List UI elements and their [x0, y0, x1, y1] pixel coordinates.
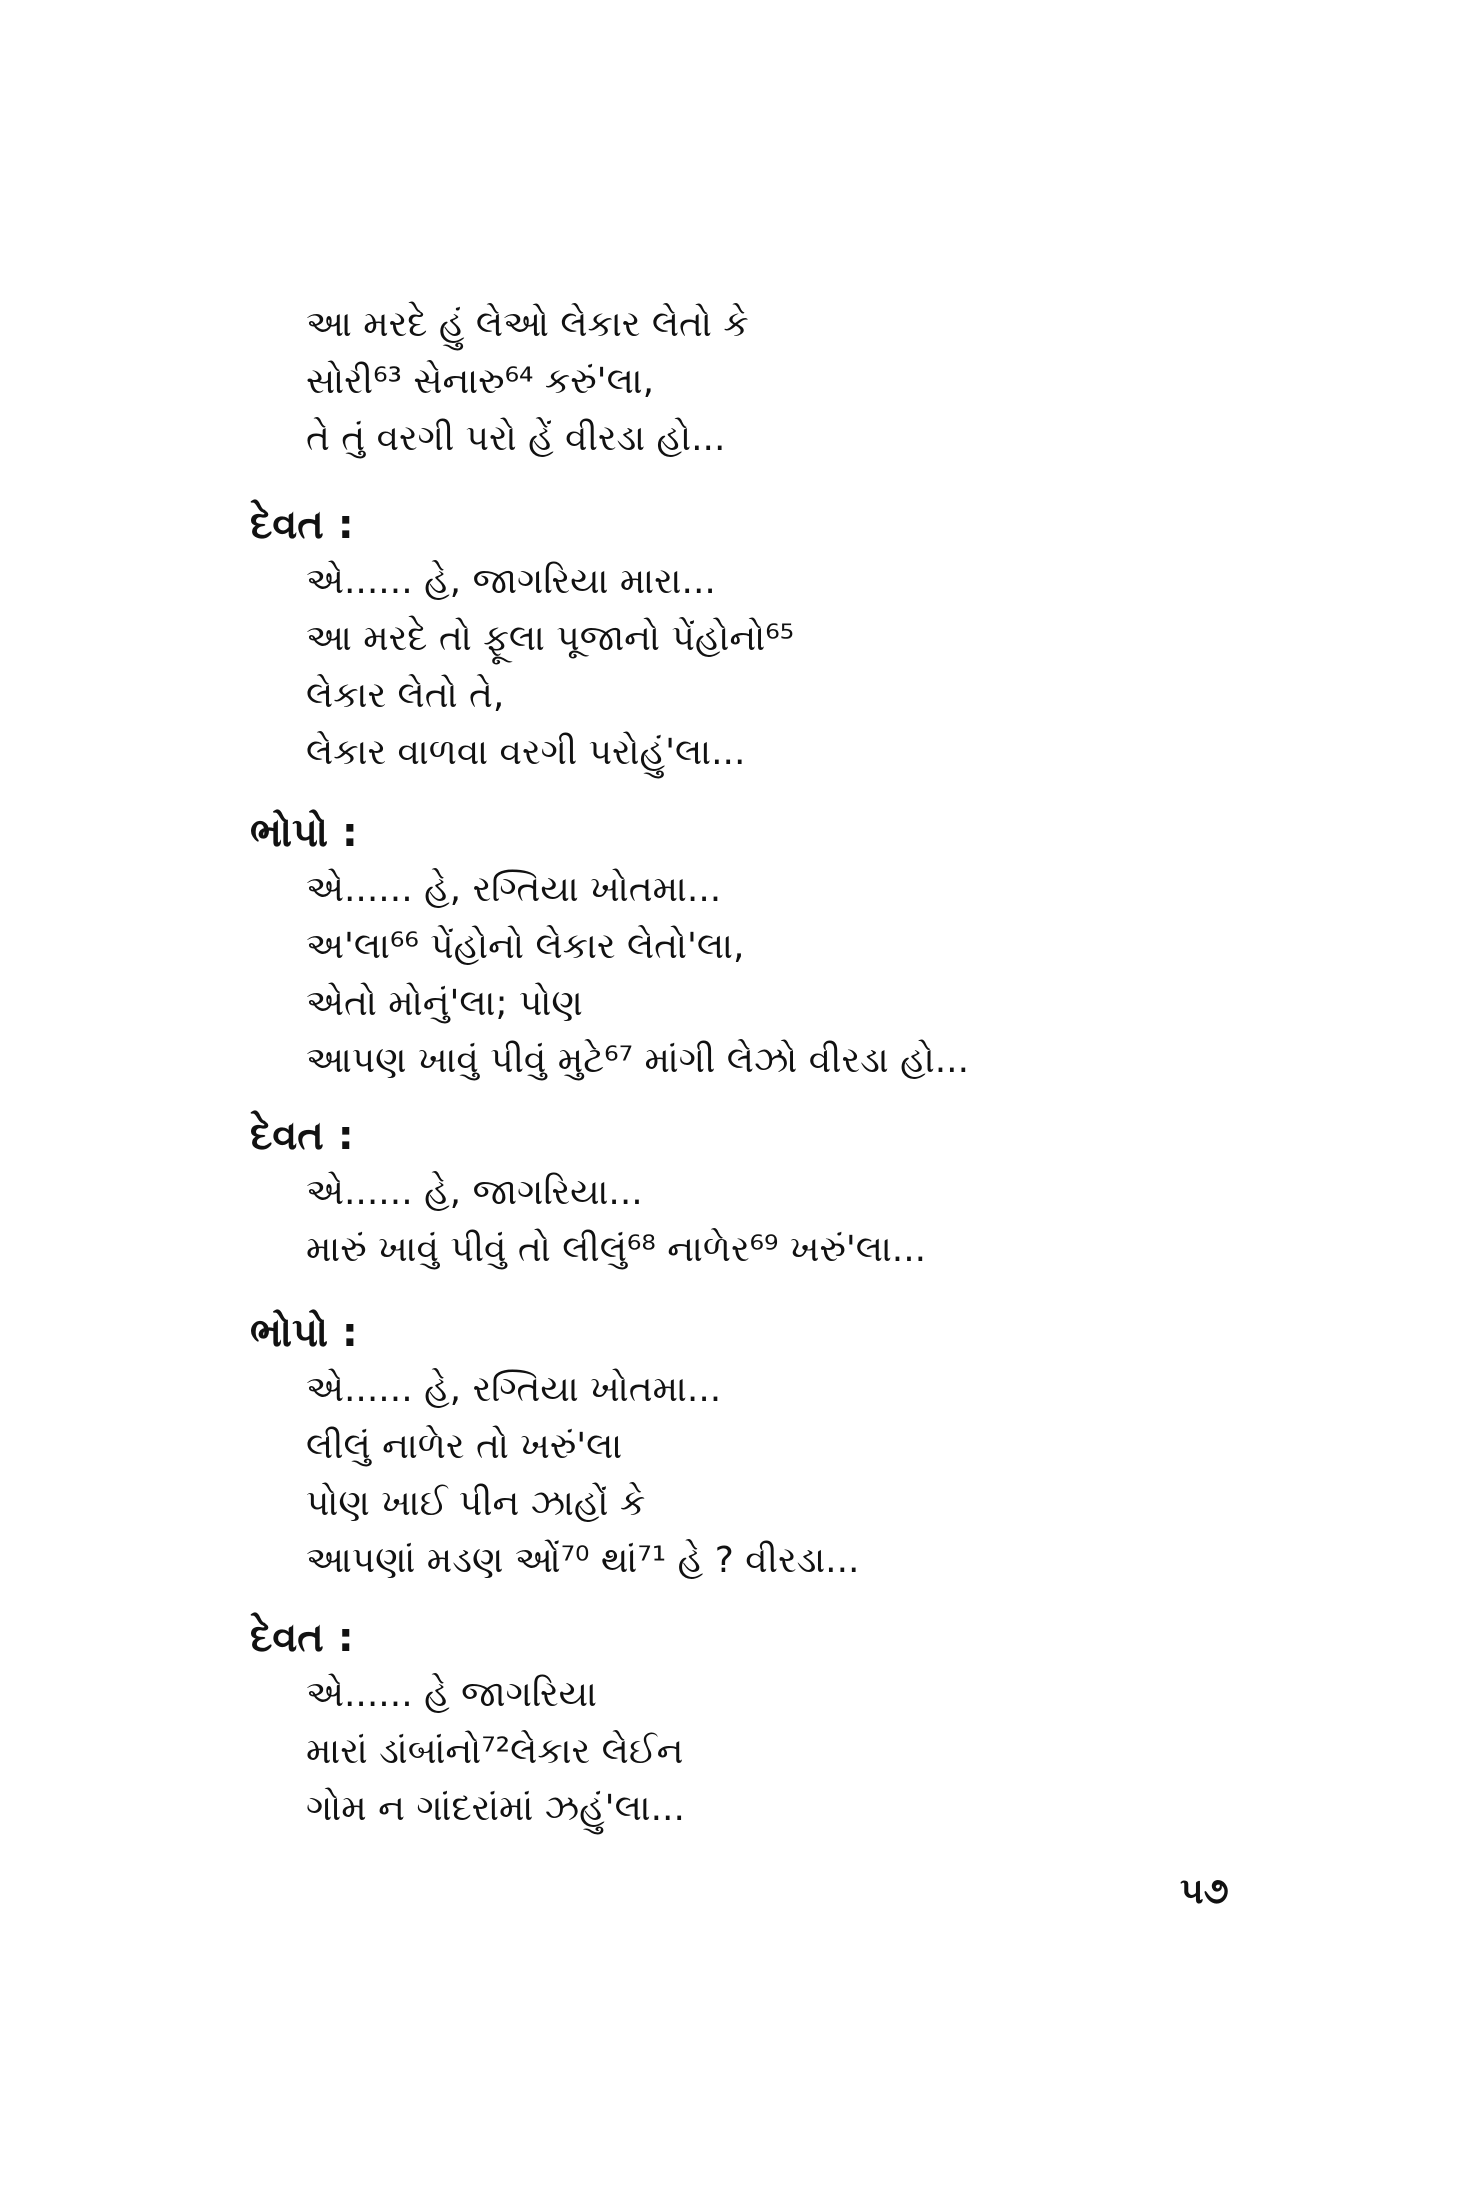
- verse-line: લેકાર લેતો તે,: [306, 675, 505, 716]
- verse-line: એ...... હે જાગરિયા: [306, 1674, 597, 1715]
- speaker-label: ભોપો :: [250, 1310, 358, 1356]
- verse-line: મારું ખાવું પીવું તો લીલું⁶⁸ નાળેર⁶⁹ ખરું'લા...: [306, 1229, 927, 1270]
- speaker-label: દેવત :: [250, 1113, 354, 1159]
- verse-line: અ'લા⁶⁶ પેંહોનો લેકાર લેતો'લા,: [306, 926, 745, 967]
- speaker-label: દેવત :: [250, 502, 354, 548]
- stanza-3: [250, 805, 1250, 1089]
- page-number: ૫૭: [1180, 1871, 1229, 1912]
- verse-line: એ...... હે, રગ્તિયા ખોતમા...: [306, 869, 722, 910]
- verse-line: લેકાર વાળવા વરગી પરોહું'લા...: [306, 732, 746, 773]
- verse-line: આપણાં મડણ ઓં⁷⁰ થાં⁷¹ હે ? વીરડા...: [306, 1540, 860, 1581]
- verse-line: પોણ ખાઈ પીન ઝાહોં કે: [306, 1483, 646, 1524]
- verse-line: એ...... હે, જાગરિયા મારા...: [306, 561, 716, 602]
- verse-line: એ...... હે, રગ્તિયા ખોતમા...: [306, 1369, 722, 1410]
- stanza-4: [250, 1108, 1250, 1278]
- stanza-6: [250, 1610, 1250, 1837]
- verse-line: ગોમ ન ગાંદરાંમાં ઝહું'લા...: [306, 1788, 685, 1829]
- stanza-1: [250, 296, 1250, 467]
- verse-line: આ મરદે હું લેઓ લેકાર લેતો કે: [306, 304, 749, 345]
- verse-line: આ મરદે તો ફૂલા પૂજાનો પેંહોનો⁶⁵: [306, 618, 795, 659]
- verse-line: આપણ ખાવું પીવું મુટે⁶⁷ માંગી લેઝો વીરડા હો...: [306, 1040, 970, 1081]
- stanza-5: [250, 1305, 1250, 1589]
- verse-line: એ...... હે, જાગરિયા...: [306, 1172, 643, 1213]
- verse-line: લીલું નાળેર તો ખરું'લા: [306, 1426, 623, 1467]
- verse-line: મારાં ડાંબાંનો⁷²લેકાર લેઈન: [306, 1731, 684, 1772]
- verse-line: એતો મોનું'લા; પોણ: [306, 983, 583, 1024]
- verse-line: સોરી⁶³ સેનારુ⁶⁴ કરું'લા,: [306, 361, 655, 402]
- speaker-label: ભોપો :: [250, 810, 358, 856]
- speaker-label: દેવત :: [250, 1615, 354, 1661]
- stanza-2: [250, 497, 1250, 781]
- verse-line: તે તું વરગી પરો હેં વીરડા હો...: [306, 418, 726, 459]
